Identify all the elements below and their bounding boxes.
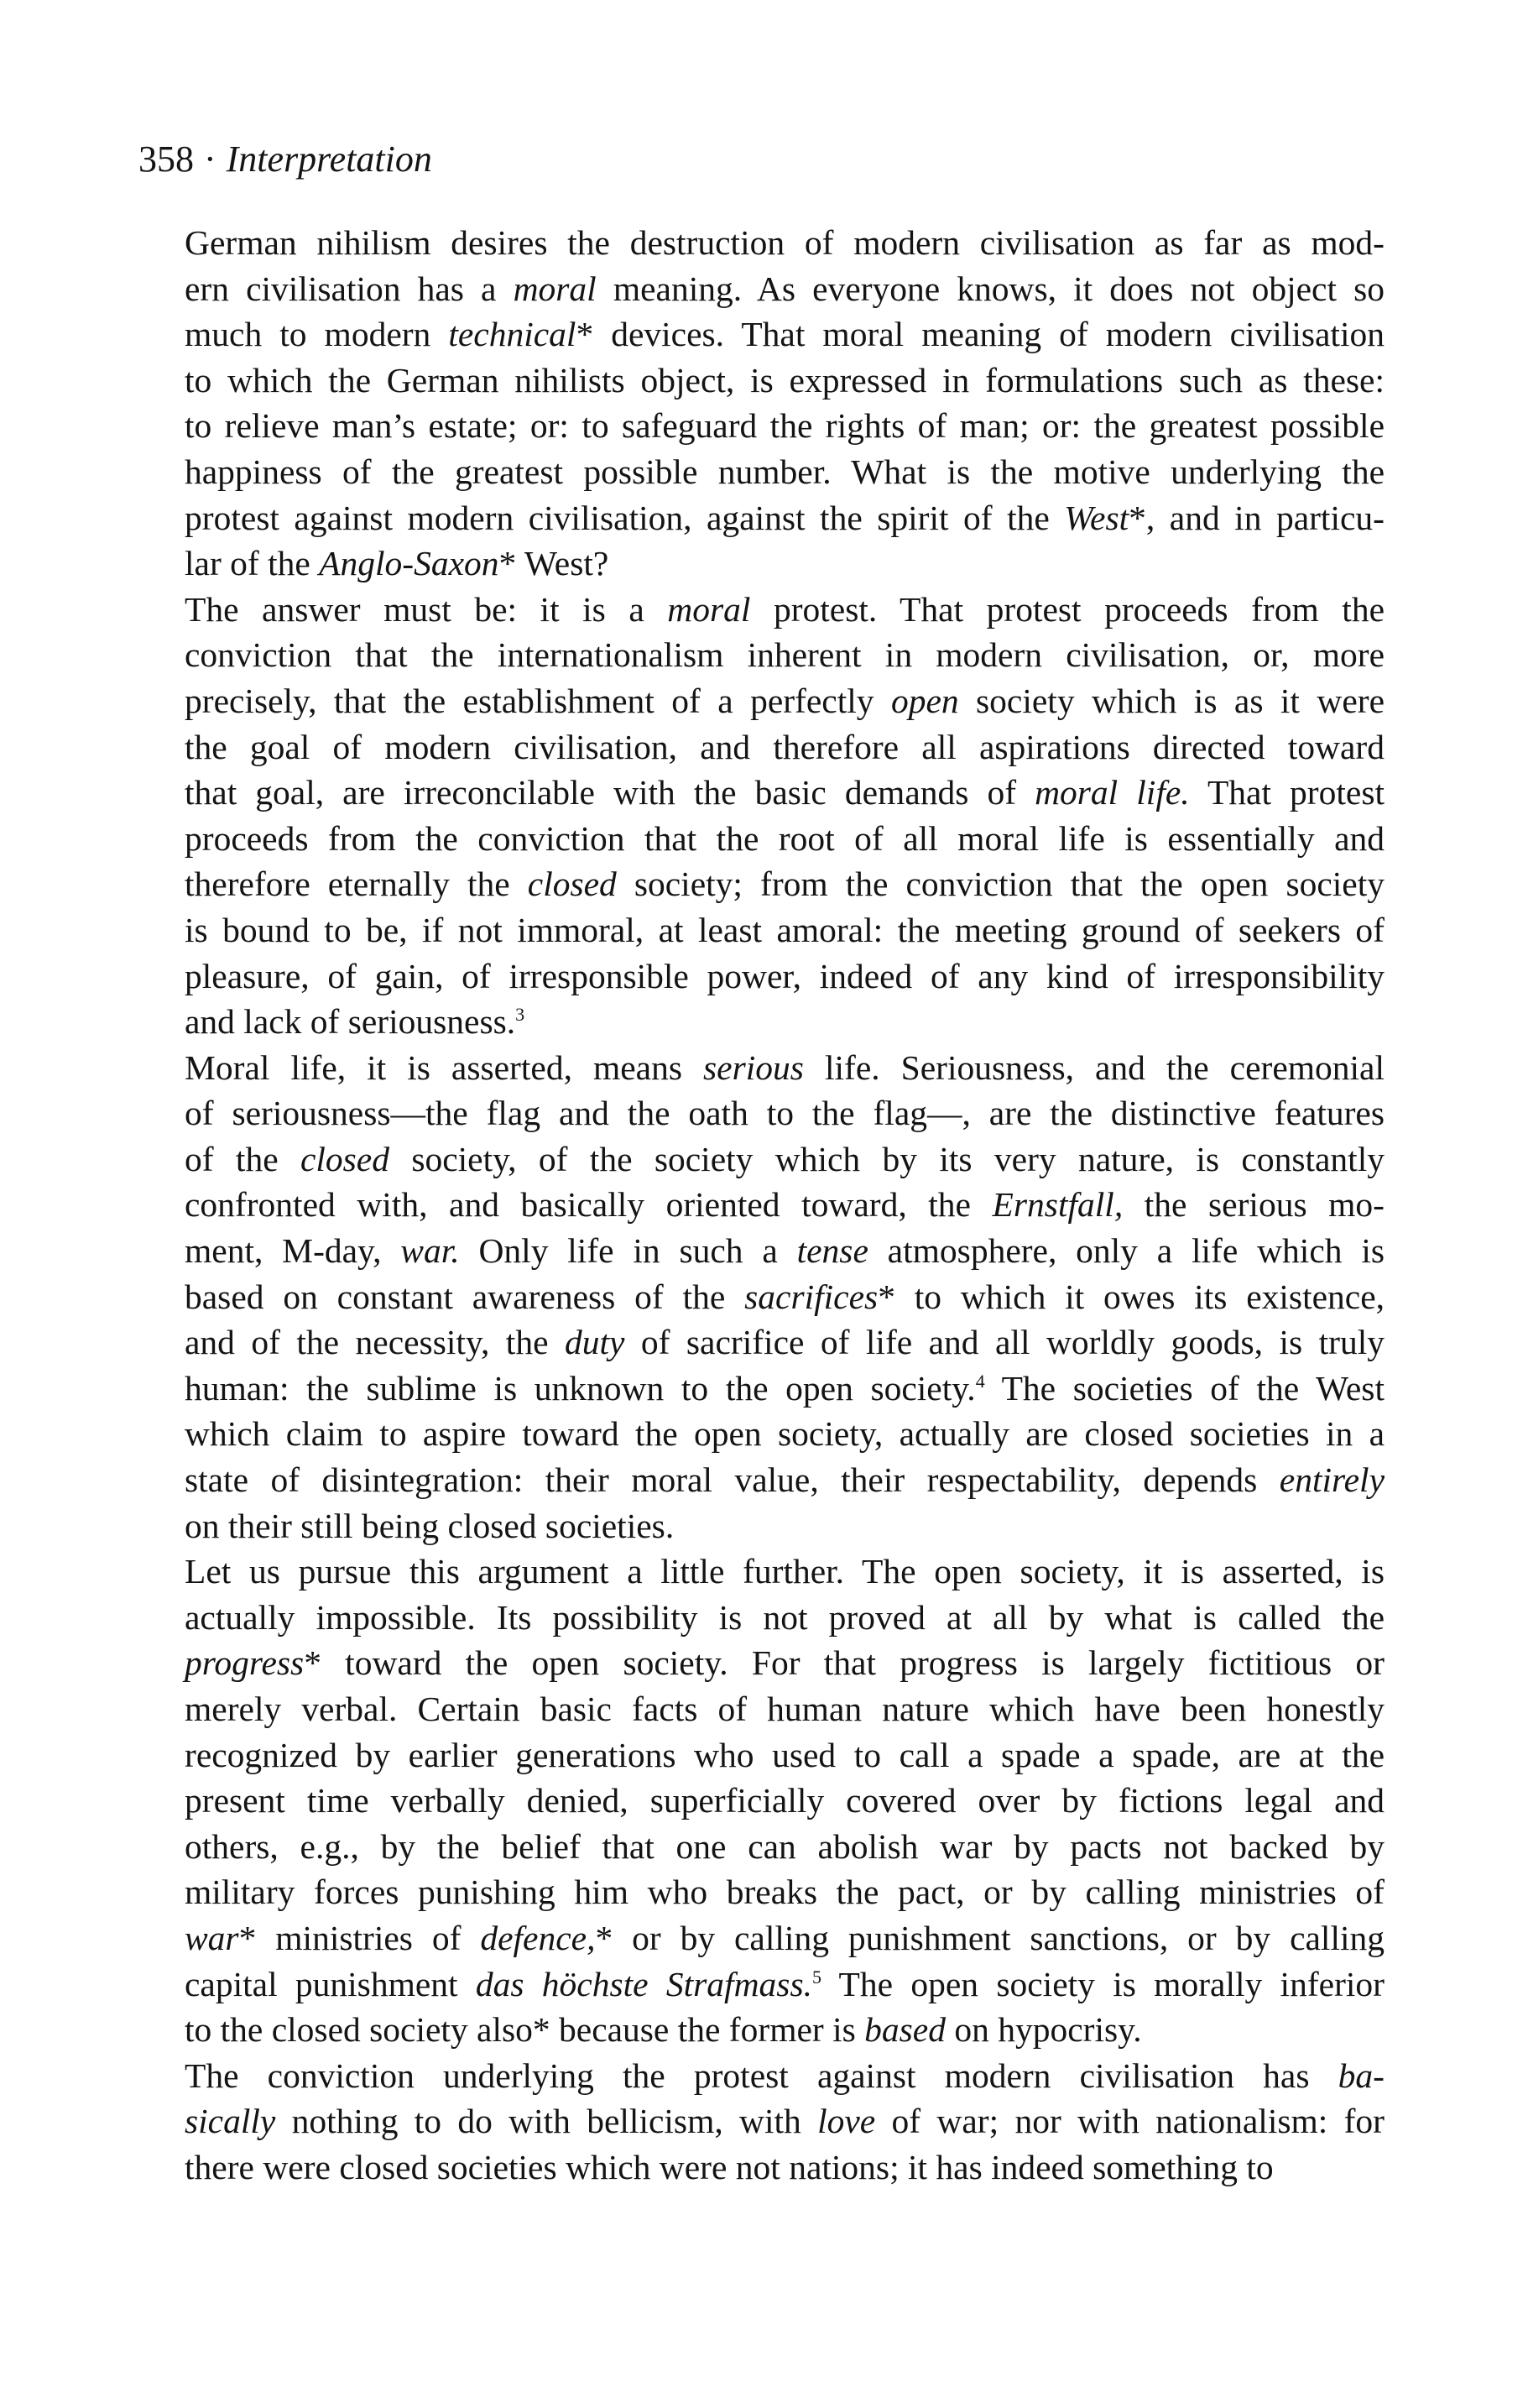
italic-text: moral life. [1035, 773, 1190, 812]
text-segment: ern civilisation has a [185, 269, 514, 308]
text-segment: society, of the society which by its very nature, is constantly [389, 1139, 1385, 1178]
text-segment: * ministries of [238, 1918, 481, 1957]
text-line [185, 816, 1385, 862]
italic-text: war. [400, 1231, 460, 1271]
text-segment: * or by calling punishment sanctions, or by calling [595, 1918, 1385, 1957]
italic-text: closed [300, 1139, 389, 1178]
text-line [185, 1503, 1385, 1549]
running-head [138, 138, 432, 180]
text-line [185, 587, 1385, 633]
italic-text: war [185, 1918, 239, 1957]
text-line [185, 1136, 1385, 1183]
text-segment: and lack of seriousness. [185, 1002, 516, 1042]
text-line [185, 1686, 1385, 1732]
body-text [185, 220, 1385, 2191]
text-line [185, 1228, 1385, 1274]
text-line [185, 2144, 1385, 2191]
italic-text: entirely [1279, 1460, 1385, 1500]
italic-text: love [817, 2102, 876, 2141]
italic-text: serious [703, 1047, 804, 1087]
italic-text: das höchste Strafmass. [475, 1964, 812, 2003]
text-segment: state of disintegration: their moral value, their respectability, depends [185, 1460, 1280, 1500]
text-line [185, 1549, 1385, 1595]
text-segment: human: the sublime is unknown to the open society. [185, 1368, 976, 1408]
text-line [185, 2053, 1385, 2099]
italic-text: Anglo-Saxon [319, 544, 499, 583]
italic-text: defence, [480, 1918, 596, 1957]
text-segment: which claim to aspire toward the open society, actually are closed societies in a [185, 1414, 1385, 1454]
text-segment: The answer must be: it is a [185, 589, 668, 629]
text-line [185, 541, 1385, 587]
text-segment: society; from the conviction that the open society [616, 864, 1385, 904]
text-segment: nothing to do with bellicism, with [275, 2102, 818, 2141]
text-segment: The conviction underlying the protest against modern civilisation has [185, 2055, 1338, 2095]
paragraph [185, 587, 1385, 1045]
text-line [185, 907, 1385, 953]
text-line [185, 724, 1385, 770]
text-line [185, 1411, 1385, 1457]
text-line [185, 1869, 1385, 1915]
text-segment: protest. That protest proceeds from the [750, 589, 1385, 629]
text-line [185, 2098, 1385, 2144]
text-segment: The societies of the West [984, 1368, 1385, 1408]
text-segment: to the closed society also* because the former is [185, 2010, 865, 2050]
text-line [185, 1319, 1385, 1366]
paragraph [185, 1549, 1385, 2053]
text-line [185, 770, 1385, 816]
italic-text: tense [796, 1231, 868, 1271]
text-segment: protest against modern civilisation, against the spirit of the [185, 498, 1065, 537]
header-separator: · [204, 138, 216, 180]
italic-text: moral [513, 269, 597, 308]
italic-text: Ernstfall, [992, 1185, 1124, 1225]
text-segment: actually impossible. Its possibility is not proved at all by what is called the [185, 1597, 1385, 1637]
text-line [185, 1090, 1385, 1136]
text-line [185, 449, 1385, 495]
italic-text: progress [185, 1643, 305, 1683]
footnote-marker: 4 [975, 1371, 985, 1392]
text-line [185, 495, 1385, 541]
text-line [185, 266, 1385, 312]
text-line [185, 999, 1385, 1045]
text-segment: merely verbal. Certain basic facts of human nature which have been honestly [185, 1690, 1385, 1728]
text-line [185, 1274, 1385, 1320]
text-segment: Moral life, it is asserted, means [185, 1047, 704, 1087]
text-segment: based on constant awareness of the [185, 1277, 745, 1316]
text-line [185, 1778, 1385, 1824]
text-segment: present time verbally denied, superficially covered over by fictions legal and [185, 1781, 1385, 1820]
text-line [185, 1961, 1385, 2008]
text-line [185, 632, 1385, 678]
text-segment: ment, M-day, [185, 1231, 401, 1271]
text-segment: military forces punishing him who breaks the pact, or by calling ministries of [185, 1873, 1385, 1912]
italic-text: sacrifices [744, 1277, 879, 1316]
text-segment: meaning. As everyone knows, it does not object so [596, 269, 1385, 308]
text-line [185, 953, 1385, 1000]
text-line [185, 1824, 1385, 1870]
footnote-marker: 5 [812, 1966, 821, 1988]
italic-text: open [890, 681, 959, 720]
text-segment: is bound to be, if not immoral, at least amoral: the meeting ground of seekers of [185, 910, 1385, 949]
text-segment: therefore eternally the [185, 864, 528, 904]
text-line [185, 1045, 1385, 1091]
text-segment: of war; nor with nationalism: for [875, 2102, 1385, 2141]
text-line [185, 403, 1385, 449]
text-segment: * to which it owes its existence, [878, 1277, 1385, 1316]
text-segment: of seriousness—the flag and the oath to the flag—, are the distinctive features [185, 1094, 1385, 1133]
text-line [185, 1640, 1385, 1686]
paragraph [185, 2053, 1385, 2191]
text-segment: pleasure, of gain, of irresponsible power, indeed of any kind of irresponsibility [185, 956, 1385, 995]
text-line [185, 678, 1385, 724]
text-line [185, 1595, 1385, 1641]
text-segment: capital punishment [185, 1964, 476, 2003]
paragraph [185, 220, 1385, 587]
text-segment: *, and in particu- [1129, 498, 1385, 537]
text-segment: society which is as it were [958, 681, 1385, 720]
text-segment: * devices. That moral meaning of modern civilisation [576, 315, 1385, 354]
italic-text: sically [185, 2102, 276, 2141]
text-segment: precisely, that the establishment of a perfectly [185, 681, 891, 720]
text-segment: Let us pursue this argument a little further. The open society, it is asserted, is [185, 1552, 1385, 1591]
text-segment: and of the necessity, the [185, 1323, 565, 1362]
italic-text: moral [667, 589, 751, 629]
text-segment: Only life in such a [459, 1231, 797, 1271]
text-segment: that goal, are irreconcilable with the basic demands of [185, 773, 1035, 812]
footnote-marker: 3 [515, 1004, 525, 1026]
text-segment: to relieve man’s estate; or: to safeguard the rights of man; or: the greatest possible [185, 406, 1385, 446]
italic-text: duty [564, 1323, 625, 1362]
text-line [185, 358, 1385, 404]
text-line [185, 1366, 1385, 1412]
text-segment: on hypocrisy. [945, 2010, 1142, 2050]
text-segment: The open society is morally inferior [821, 1964, 1385, 2003]
page-number: 358 [138, 138, 194, 180]
italic-text: West [1064, 498, 1129, 537]
italic-text: based [864, 2010, 946, 2050]
text-segment: life. Seriousness, and the ceremonial [803, 1047, 1385, 1087]
text-segment: lar of the [185, 544, 320, 583]
text-segment: atmosphere, only a life which is [868, 1231, 1385, 1271]
text-line [185, 1732, 1385, 1779]
text-segment: recognized by earlier generations who used to call a spade a spade, are at the [185, 1735, 1385, 1774]
text-line [185, 1457, 1385, 1503]
text-segment: That protest [1189, 773, 1385, 812]
italic-text: ba- [1338, 2055, 1385, 2095]
text-segment: German nihilism desires the destruction of modern civilisation as far as mod- [185, 223, 1385, 262]
text-line [185, 220, 1385, 266]
text-segment: conviction that the internationalism inherent in modern civilisation, or, more [185, 635, 1385, 675]
text-segment: of sacrifice of life and all worldly goods, is truly [624, 1323, 1385, 1362]
italic-text: closed [527, 864, 617, 904]
text-line [185, 2007, 1385, 2053]
italic-text: technical [448, 315, 576, 354]
text-segment: much to modern [185, 315, 449, 354]
text-segment: to which the German nihilists object, is expressed in formulations such as these: [185, 360, 1385, 400]
text-line [185, 1915, 1385, 1961]
text-line [185, 1182, 1385, 1228]
text-segment: * toward the open society. For that progress is largely fictitious or [304, 1643, 1385, 1683]
text-segment: the serious mo- [1123, 1185, 1385, 1225]
text-segment: proceeds from the conviction that the root of all moral life is essentially and [185, 818, 1385, 858]
section-title: Interpretation [226, 138, 432, 180]
text-line [185, 311, 1385, 358]
text-segment: others, e.g., by the belief that one can abolish war by pacts not backed by [185, 1826, 1385, 1866]
text-line [185, 861, 1385, 907]
text-segment: there were closed societies which were not nations; it has indeed something to [185, 2147, 1274, 2186]
text-segment: the goal of modern civilisation, and therefore all aspirations directed toward [185, 727, 1385, 766]
text-segment: confronted with, and basically oriented toward, the [185, 1185, 993, 1225]
text-segment: happiness of the greatest possible number. What is the motive underlying the [185, 452, 1385, 491]
paragraph [185, 1045, 1385, 1549]
text-segment: of the [185, 1139, 300, 1178]
text-segment: on their still being closed societies. [185, 1506, 675, 1545]
text-segment: * West? [498, 544, 609, 583]
